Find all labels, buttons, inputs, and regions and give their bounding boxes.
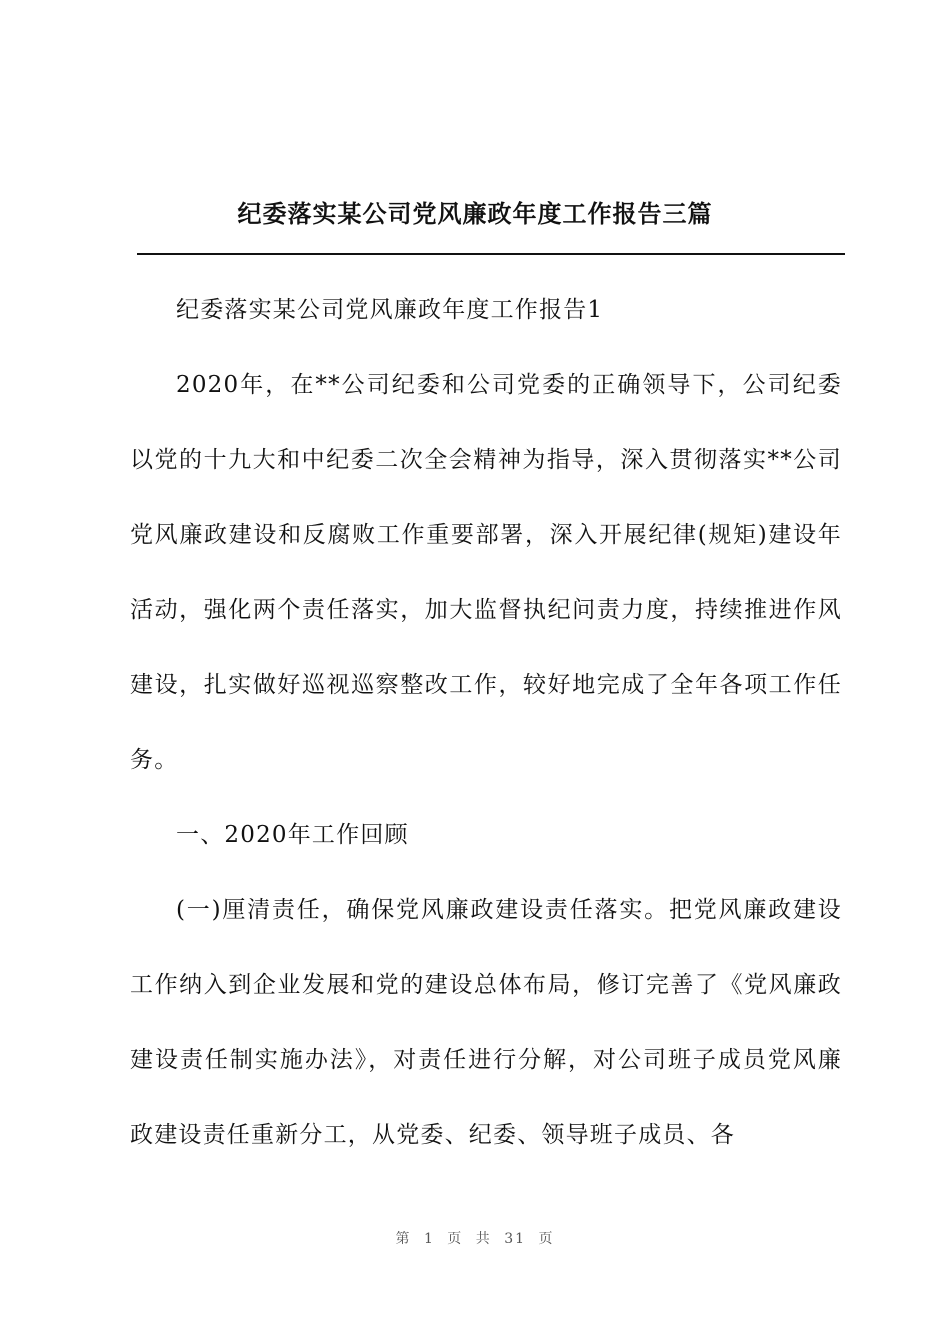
report-subtitle: 纪委落实某公司党风廉政年度工作报告1 <box>176 297 604 323</box>
page-number-footer: 第 1 页 共 31 页 <box>395 1231 555 1247</box>
document-body <box>130 273 842 1173</box>
document-title: 纪委落实某公司党风廉政年度工作报告三篇 <box>237 199 713 228</box>
section-heading-review: 一、2020年工作回顾 <box>176 822 409 848</box>
paragraph-intro: 2020年，在**公司纪委和公司党委的正确领导下，公司纪委以党的十九大和中纪委二次全会精神为指导，深入贯彻落实**公司党风廉政建设和反腐败工作重要部署，深入开展纪律(规矩)建设年活动，强化两个责任落实，加大监督执纪问责力度，持续推进作风建设，扎实做好巡视巡察整改工作，较好地完成了全年各项工作任务。 <box>130 372 842 773</box>
title-divider <box>137 253 845 255</box>
paragraph-responsibility: (一)厘清责任，确保党风廉政建设责任落实。把党风廉政建设工作纳入到企业发展和党的建设总体布局，修订完善了《党风廉政建设责任制实施办法》，对责任进行分解，对公司班子成员党风廉政建设责任重新分工，从党委、纪委、领导班子成员、各 <box>130 897 842 1148</box>
